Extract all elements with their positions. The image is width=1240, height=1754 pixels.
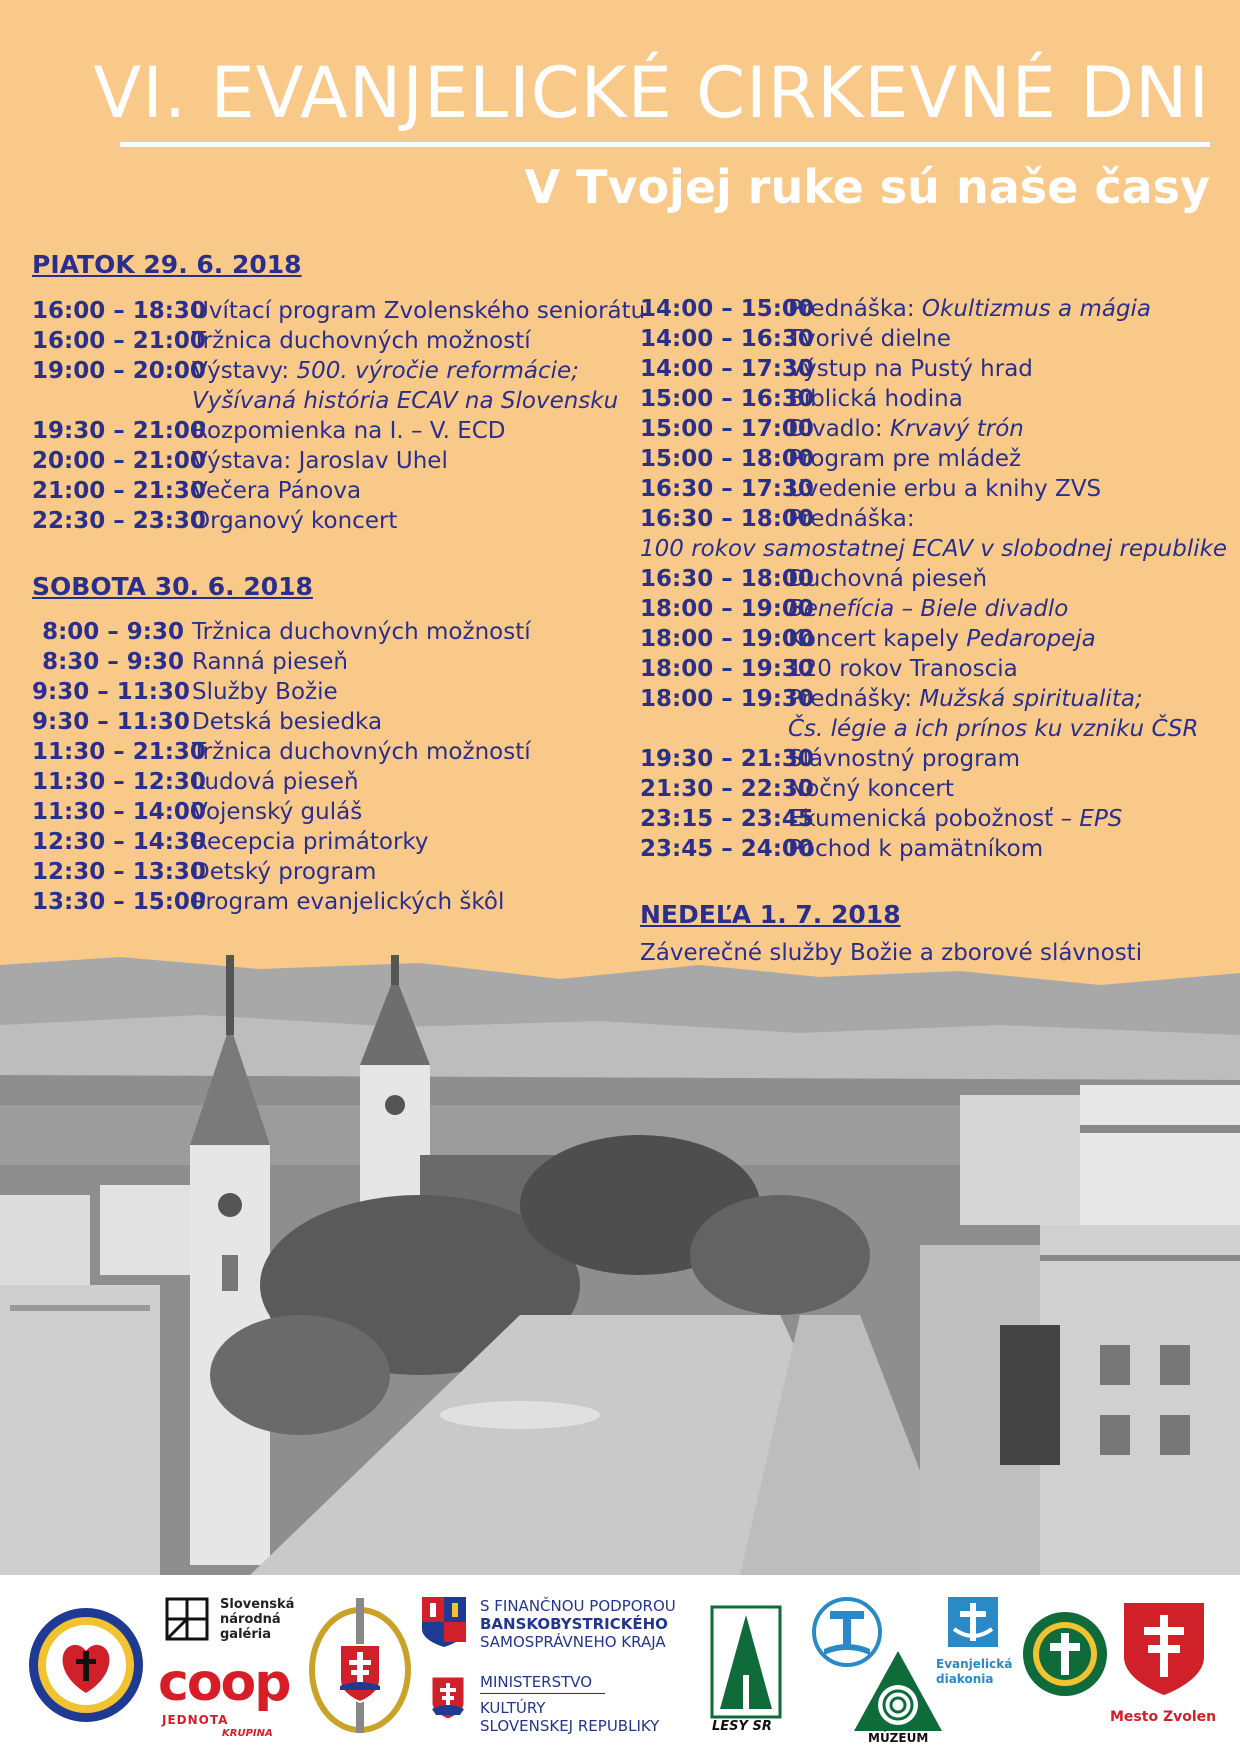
event-title: [780, 684, 1143, 714]
event-title-text: Tvorivé dielne: [788, 326, 951, 352]
schedule-row: [32, 857, 531, 887]
event-title-text: Divadlo:: [788, 416, 890, 442]
event-title-text: Duchovná pieseň: [788, 566, 988, 592]
schedule-row: [32, 416, 645, 446]
event-title: [184, 887, 504, 917]
saturday-schedule-continued: [640, 294, 1227, 864]
event-time: 11:30 – 14:00: [32, 799, 206, 825]
event-title-text: Čs. légie a ich prínos ku vzniku ČSR: [788, 716, 1199, 742]
event-title-text: Služby Božie: [192, 679, 338, 705]
event-time: 20:00 – 21:00: [32, 448, 206, 474]
event-time: 18:00 – 19:00: [640, 596, 814, 622]
event-title: [780, 594, 1068, 624]
event-time: 12:30 – 13:30: [32, 859, 206, 885]
schedule-row: [640, 774, 1227, 804]
schedule-row: [32, 767, 531, 797]
poster-subtitle: V Tvojej ruke sú naše časy: [524, 160, 1210, 214]
event-title-text: Organový koncert: [192, 508, 398, 534]
event-title: [184, 386, 618, 416]
schedule-row: [640, 294, 1227, 324]
schedule-row: [32, 386, 645, 416]
sponsor-logos: [0, 1575, 1240, 1754]
event-title: [184, 857, 376, 887]
event-time: 19:30 – 21:30: [640, 746, 814, 772]
event-title-italic: Okultizmus a mágia: [921, 296, 1152, 322]
event-time: 8:00 – 9:30: [42, 619, 184, 645]
event-title-text: Ekumenická pobožnosť –: [788, 806, 1080, 832]
event-time: 18:00 – 19:30: [640, 656, 814, 682]
event-time: 18:00 – 19:30: [640, 686, 814, 712]
event-title-text: Večera Pánova: [192, 478, 362, 504]
event-time: 14:00 – 17:30: [640, 356, 814, 382]
event-title-text: 120 rokov Tranoscia: [788, 656, 1018, 682]
event-title-text: Prednáška:: [788, 506, 915, 532]
diakonia-label: Evanjelická diakonia: [936, 1657, 1013, 1686]
event-time: 9:30 – 11:30: [32, 679, 190, 705]
sng-logo-icon: [165, 1597, 209, 1641]
poster-title: VI. EVANJELICKÉ CIRKEVNÉ DNI: [93, 52, 1210, 134]
event-time: 16:30 – 18:00: [640, 566, 814, 592]
luther-rose-logo: [26, 1605, 146, 1725]
mesto-zvolen-label: Mesto Zvolen: [1110, 1709, 1217, 1725]
event-time: [32, 386, 184, 416]
event-time: 15:00 – 17:00: [640, 416, 814, 442]
event-title-text: Prednášky:: [788, 686, 920, 712]
event-title: [184, 617, 531, 647]
event-title: [184, 446, 448, 476]
event-time: 23:45 – 24:00: [640, 836, 814, 862]
event-title-text: Výstava: Jaroslav Uhel: [192, 448, 448, 474]
bbsk-line-3: SAMOSPRÁVNEHO KRAJA: [480, 1633, 666, 1651]
event-title: [780, 504, 915, 534]
ministry-line-2: KULTÚRY: [480, 1699, 546, 1717]
event-title-text: Program pre mládež: [788, 446, 1022, 472]
event-time: 9:30 – 11:30: [32, 709, 190, 735]
event-title: [184, 326, 531, 356]
event-time: 19:30 – 21:00: [32, 418, 206, 444]
schedule-row: [640, 744, 1227, 774]
event-title-text: Pochod k pamätníkom: [788, 836, 1044, 862]
event-title: [184, 476, 361, 506]
schedule-row: [640, 444, 1227, 474]
event-title: [780, 474, 1101, 504]
event-title: [184, 416, 506, 446]
event-title: [184, 296, 645, 326]
event-time: 22:30 – 23:30: [32, 508, 206, 534]
schedule-row: [32, 647, 531, 677]
coop-logo: coop: [158, 1653, 290, 1713]
event-title: [184, 356, 579, 386]
event-title-italic: 500. výročie reformácie;: [296, 358, 579, 384]
event-time: 15:00 – 16:30: [640, 386, 814, 412]
ministry-line-1: MINISTERSTVO: [480, 1673, 593, 1691]
event-title: [780, 834, 1043, 864]
event-title: 100 rokov samostatnej ECAV v slobodnej republike: [640, 536, 1228, 562]
event-time: 18:00 – 19:00: [640, 626, 814, 652]
event-title-text: Detská besiedka: [192, 709, 383, 735]
seniorat-logo: [1020, 1609, 1110, 1699]
event-title-text: Biblická hodina: [788, 386, 963, 412]
schedule-row: [640, 684, 1227, 714]
event-title: [780, 414, 1024, 444]
event-title-text: Ľudová pieseň: [192, 769, 359, 795]
event-title-italic: Krvavý trón: [889, 416, 1024, 442]
event-time: 19:00 – 20:00: [32, 358, 206, 384]
schedule-row: [32, 506, 645, 536]
event-title: [780, 624, 1096, 654]
event-title-text: Tržnica duchovných možností: [192, 619, 531, 645]
event-title-text: Vojenský guláš: [192, 799, 363, 825]
event-time: 16:30 – 18:00: [640, 506, 814, 532]
event-time: 16:30 – 17:30: [640, 476, 814, 502]
title-divider: [120, 142, 1210, 147]
event-title-italic: Pedaropeja: [966, 626, 1096, 652]
event-title: [780, 804, 1122, 834]
saturday-schedule: [32, 617, 531, 917]
event-title: [780, 354, 1033, 384]
schedule-row: [32, 446, 645, 476]
event-time: [640, 714, 780, 744]
sunday-description: Záverečné služby Božie a zborové slávnosti: [640, 940, 1143, 966]
mesto-zvolen-crest: [1122, 1601, 1206, 1697]
event-title: [780, 654, 1018, 684]
army-emblem-logo: [305, 1590, 415, 1740]
schedule-row: [32, 797, 531, 827]
event-title-text: Program evanjelických škôl: [192, 889, 505, 915]
event-time: 14:00 – 16:30: [640, 326, 814, 352]
schedule-row: [640, 834, 1227, 864]
event-title: [780, 444, 1021, 474]
event-time: 16:00 – 21:00: [32, 328, 206, 354]
event-time: 21:00 – 21:30: [32, 478, 206, 504]
schedule-row: [32, 296, 645, 326]
bbsk-line-1: S FINANČNOU PODPOROU: [480, 1597, 676, 1615]
schedule-row: [32, 887, 531, 917]
event-time: 15:00 – 18:00: [640, 446, 814, 472]
ministry-line-3: SLOVENSKEJ REPUBLIKY: [480, 1717, 660, 1735]
event-title: [184, 647, 348, 677]
event-title: [184, 737, 531, 767]
muzeum-logo: [850, 1647, 946, 1743]
event-title-text: Prednáška:: [788, 296, 922, 322]
event-title-text: Rozpomienka na I. – V. ECD: [192, 418, 506, 444]
sng-label: Slovenská národná galéria: [220, 1597, 295, 1642]
event-title-text: Koncert kapely: [788, 626, 967, 652]
schedule-row: [640, 474, 1227, 504]
schedule-row: [640, 504, 1227, 534]
event-title-text: Slávnostný program: [788, 746, 1021, 772]
schedule-row: [32, 617, 531, 647]
event-title: [184, 677, 338, 707]
event-title-text: Nočný koncert: [788, 776, 954, 802]
event-title: [184, 797, 362, 827]
schedule-row: [640, 354, 1227, 384]
event-title-text: Ranná pieseň: [192, 649, 348, 675]
schedule-row: [32, 737, 531, 767]
schedule-row: [640, 564, 1227, 594]
event-title-text: Detský program: [192, 859, 377, 885]
event-time: 23:15 – 23:45: [640, 806, 814, 832]
friday-schedule: [32, 296, 645, 536]
schedule-row: [32, 677, 531, 707]
event-title-text: Výstavy:: [192, 358, 297, 384]
event-title-text: Tržnica duchovných možností: [192, 328, 531, 354]
event-title: [780, 384, 963, 414]
lesy-sr-label: LESY SR: [712, 1719, 772, 1734]
event-title: [184, 707, 382, 737]
muzeum-label: MÚZEUM: [868, 1731, 929, 1745]
event-time: 16:00 – 18:30: [32, 298, 206, 324]
event-time: 13:30 – 15:00: [32, 889, 206, 915]
event-title-text: Recepcia primátorky: [192, 829, 429, 855]
ministry-divider: [480, 1693, 605, 1694]
event-title-text: Uvítací program Zvolenského seniorátu: [192, 298, 646, 324]
event-time: 11:30 – 12:30: [32, 769, 206, 795]
event-time: 21:30 – 22:30: [640, 776, 814, 802]
friday-heading: PIATOK 29. 6. 2018: [32, 250, 302, 279]
jednota-label: JEDNOTA: [162, 1713, 229, 1727]
lesy-sr-logo: [710, 1605, 782, 1735]
zvolen-city-photo: [0, 955, 1240, 1575]
schedule-row: [32, 326, 645, 356]
event-title: [184, 827, 429, 857]
event-title: [780, 324, 951, 354]
event-title: [780, 714, 1199, 744]
bbsk-crest-icon: [420, 1595, 468, 1649]
event-title: [184, 506, 397, 536]
krupina-label: KRUPINA: [222, 1728, 273, 1739]
event-title-text: Vyšívaná história ECAV na Slovensku: [192, 388, 619, 414]
schedule-row: [640, 804, 1227, 834]
schedule-row: [32, 707, 531, 737]
schedule-row: [32, 827, 531, 857]
schedule-row: [640, 594, 1227, 624]
sunday-heading: NEDEĽA 1. 7. 2018: [640, 900, 901, 929]
event-time: 12:30 – 14:30: [32, 829, 206, 855]
event-title: [184, 767, 359, 797]
event-title: [780, 564, 987, 594]
schedule-row: [640, 384, 1227, 414]
event-time: 14:00 – 15:00: [640, 296, 814, 322]
event-title-italic: EPS: [1079, 806, 1123, 832]
event-title-text: Tržnica duchovných možností: [192, 739, 531, 765]
slovak-coat-of-arms-icon: [430, 1675, 466, 1721]
event-title-italic: Benefícia – Biele divadlo: [788, 596, 1069, 622]
event-title-italic: Mužská spiritualita;: [919, 686, 1143, 712]
event-title: [780, 744, 1020, 774]
saturday-heading: SOBOTA 30. 6. 2018: [32, 572, 313, 601]
schedule-row: [640, 624, 1227, 654]
schedule-row: [32, 356, 645, 386]
schedule-row: [640, 414, 1227, 444]
bbsk-line-2: BANSKOBYSTRICKÉHO: [480, 1615, 668, 1633]
event-time: 11:30 – 21:30: [32, 739, 206, 765]
event-title: [780, 774, 954, 804]
event-title: [780, 294, 1151, 324]
event-time: 8:30 – 9:30: [42, 649, 184, 675]
schedule-row: [640, 324, 1227, 354]
schedule-row: [640, 654, 1227, 684]
schedule-row: [640, 534, 1227, 564]
schedule-row: [32, 476, 645, 506]
event-title-text: Výstup na Pustý hrad: [788, 356, 1033, 382]
diakonia-logo-icon: [946, 1595, 1000, 1649]
event-title-text: Uvedenie erbu a knihy ZVS: [788, 476, 1102, 502]
schedule-row: [640, 714, 1227, 744]
